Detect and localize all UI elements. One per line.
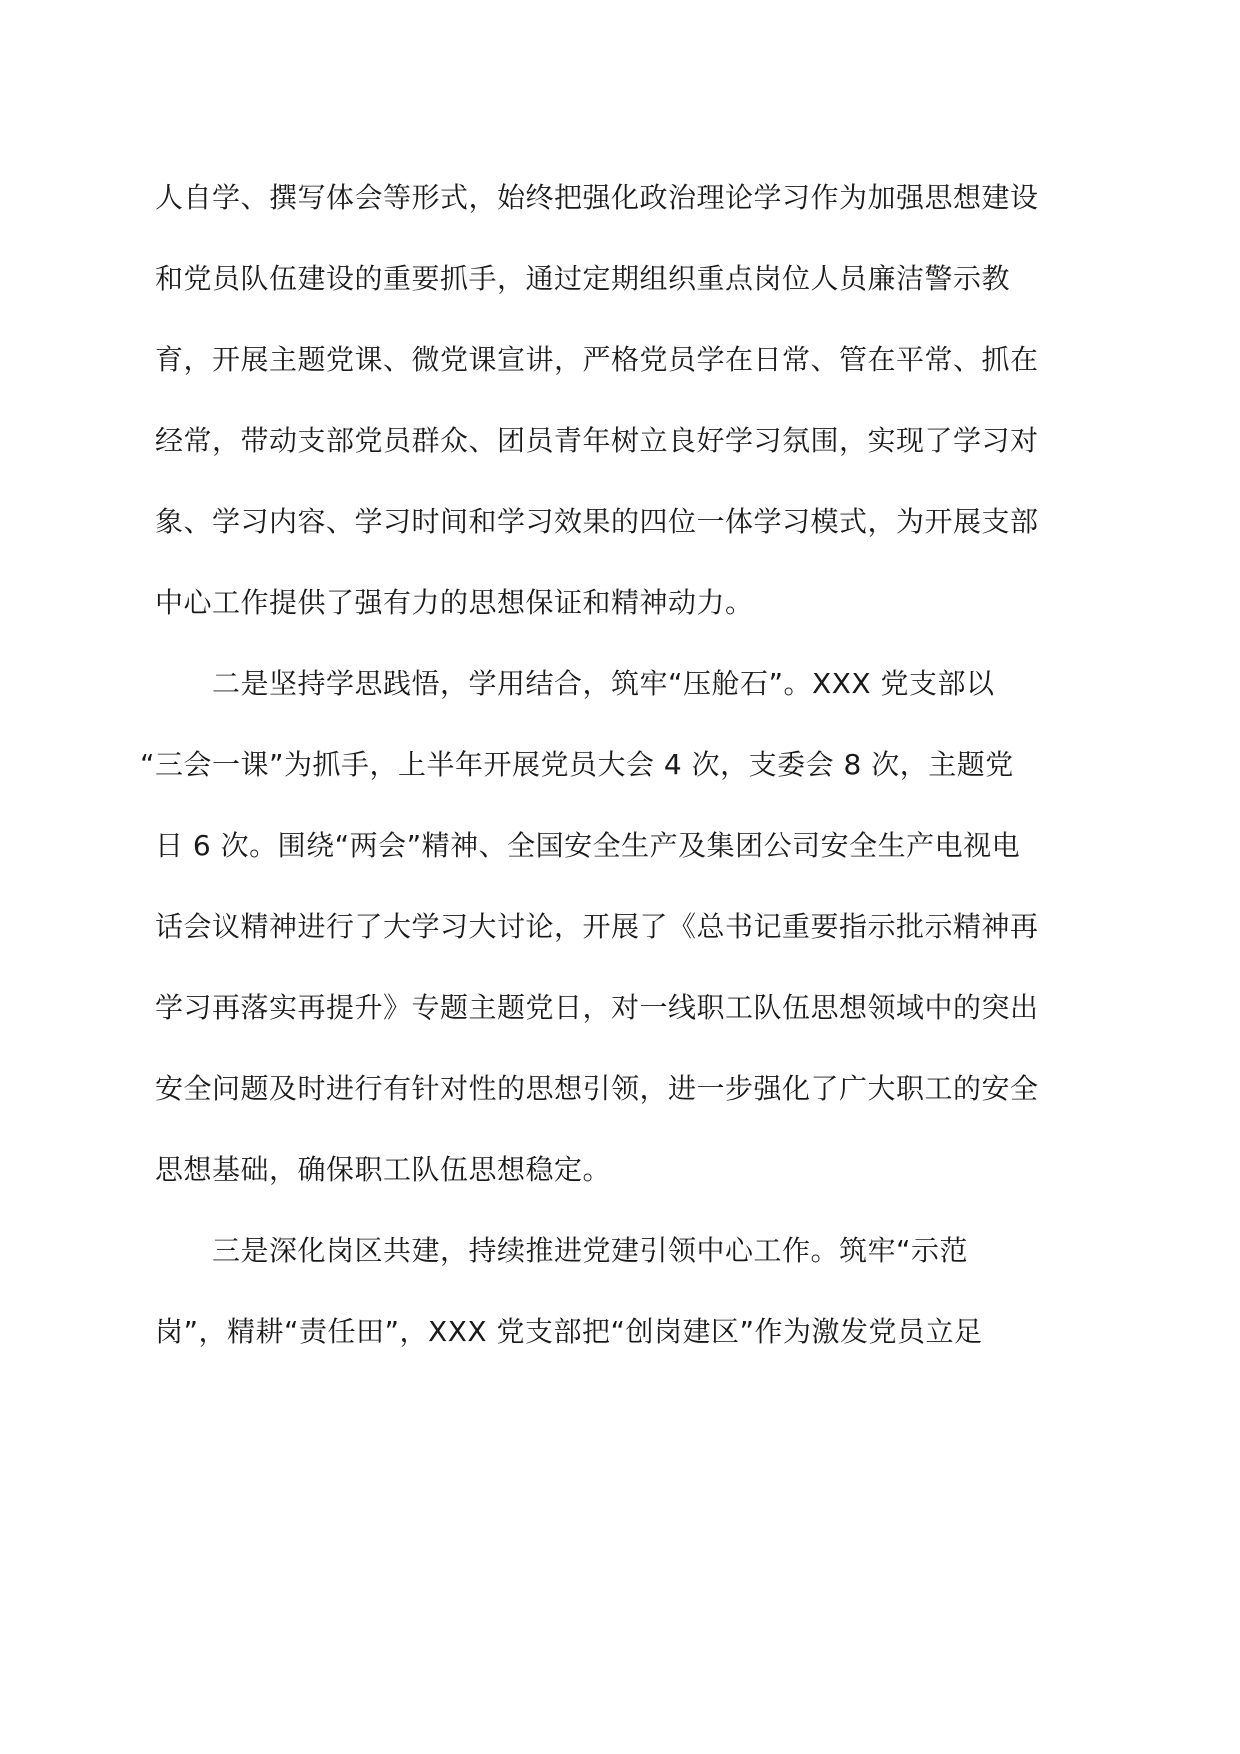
text-line: 中心工作提供了强有力的思想保证和精神动力。 [155,586,754,619]
text-line: 经常，带动支部党员群众、团员青年树立良好学习氛围，实现了学习对 [155,424,1039,457]
text-line: 安全问题及时进行有针对性的思想引领，进一步强化了广大职工的安全 [155,1072,1039,1105]
text-line: “三会一课”为抓手，上半年开展党员大会 4 次，支委会 8 次，主题党 [140,748,1014,781]
text-line: 话会议精神进行了大学习大讨论，开展了《总书记重要指示批示精神再 [155,910,1039,943]
text-line: 思想基础，确保职工队伍思想稳定。 [155,1153,612,1186]
text-line: 人自学、撰写体会等形式，始终把强化政治理论学习作为加强思想建设 [155,181,1039,214]
text-line: 岗”，精耕“责任田”，XXX 党支部把“创岗建区”作为激发党员立足 [155,1315,983,1348]
paragraph-start-line: 二是坚持学思践悟，学用结合，筑牢“压舱石”。XXX 党支部以 [212,667,995,700]
text-line: 学习再落实再提升》专题主题党日，对一线职工队伍思想领域中的突出 [155,991,1039,1024]
paragraph-start-line: 三是深化岗区共建，持续推进党建引领中心工作。筑牢“示范 [212,1234,969,1267]
text-line: 象、学习内容、学习时间和学习效果的四位一体学习模式，为开展支部 [155,505,1039,538]
text-line: 日 6 次。围绕“两会”精神、全国安全生产及集团公司安全生产电视电 [155,829,1021,862]
text-line: 育，开展主题党课、微党课宣讲，严格党员学在日常、管在平常、抓在 [155,343,1039,376]
text-line: 和党员队伍建设的重要抓手，通过定期组织重点岗位人员廉洁警示教 [155,262,1011,295]
